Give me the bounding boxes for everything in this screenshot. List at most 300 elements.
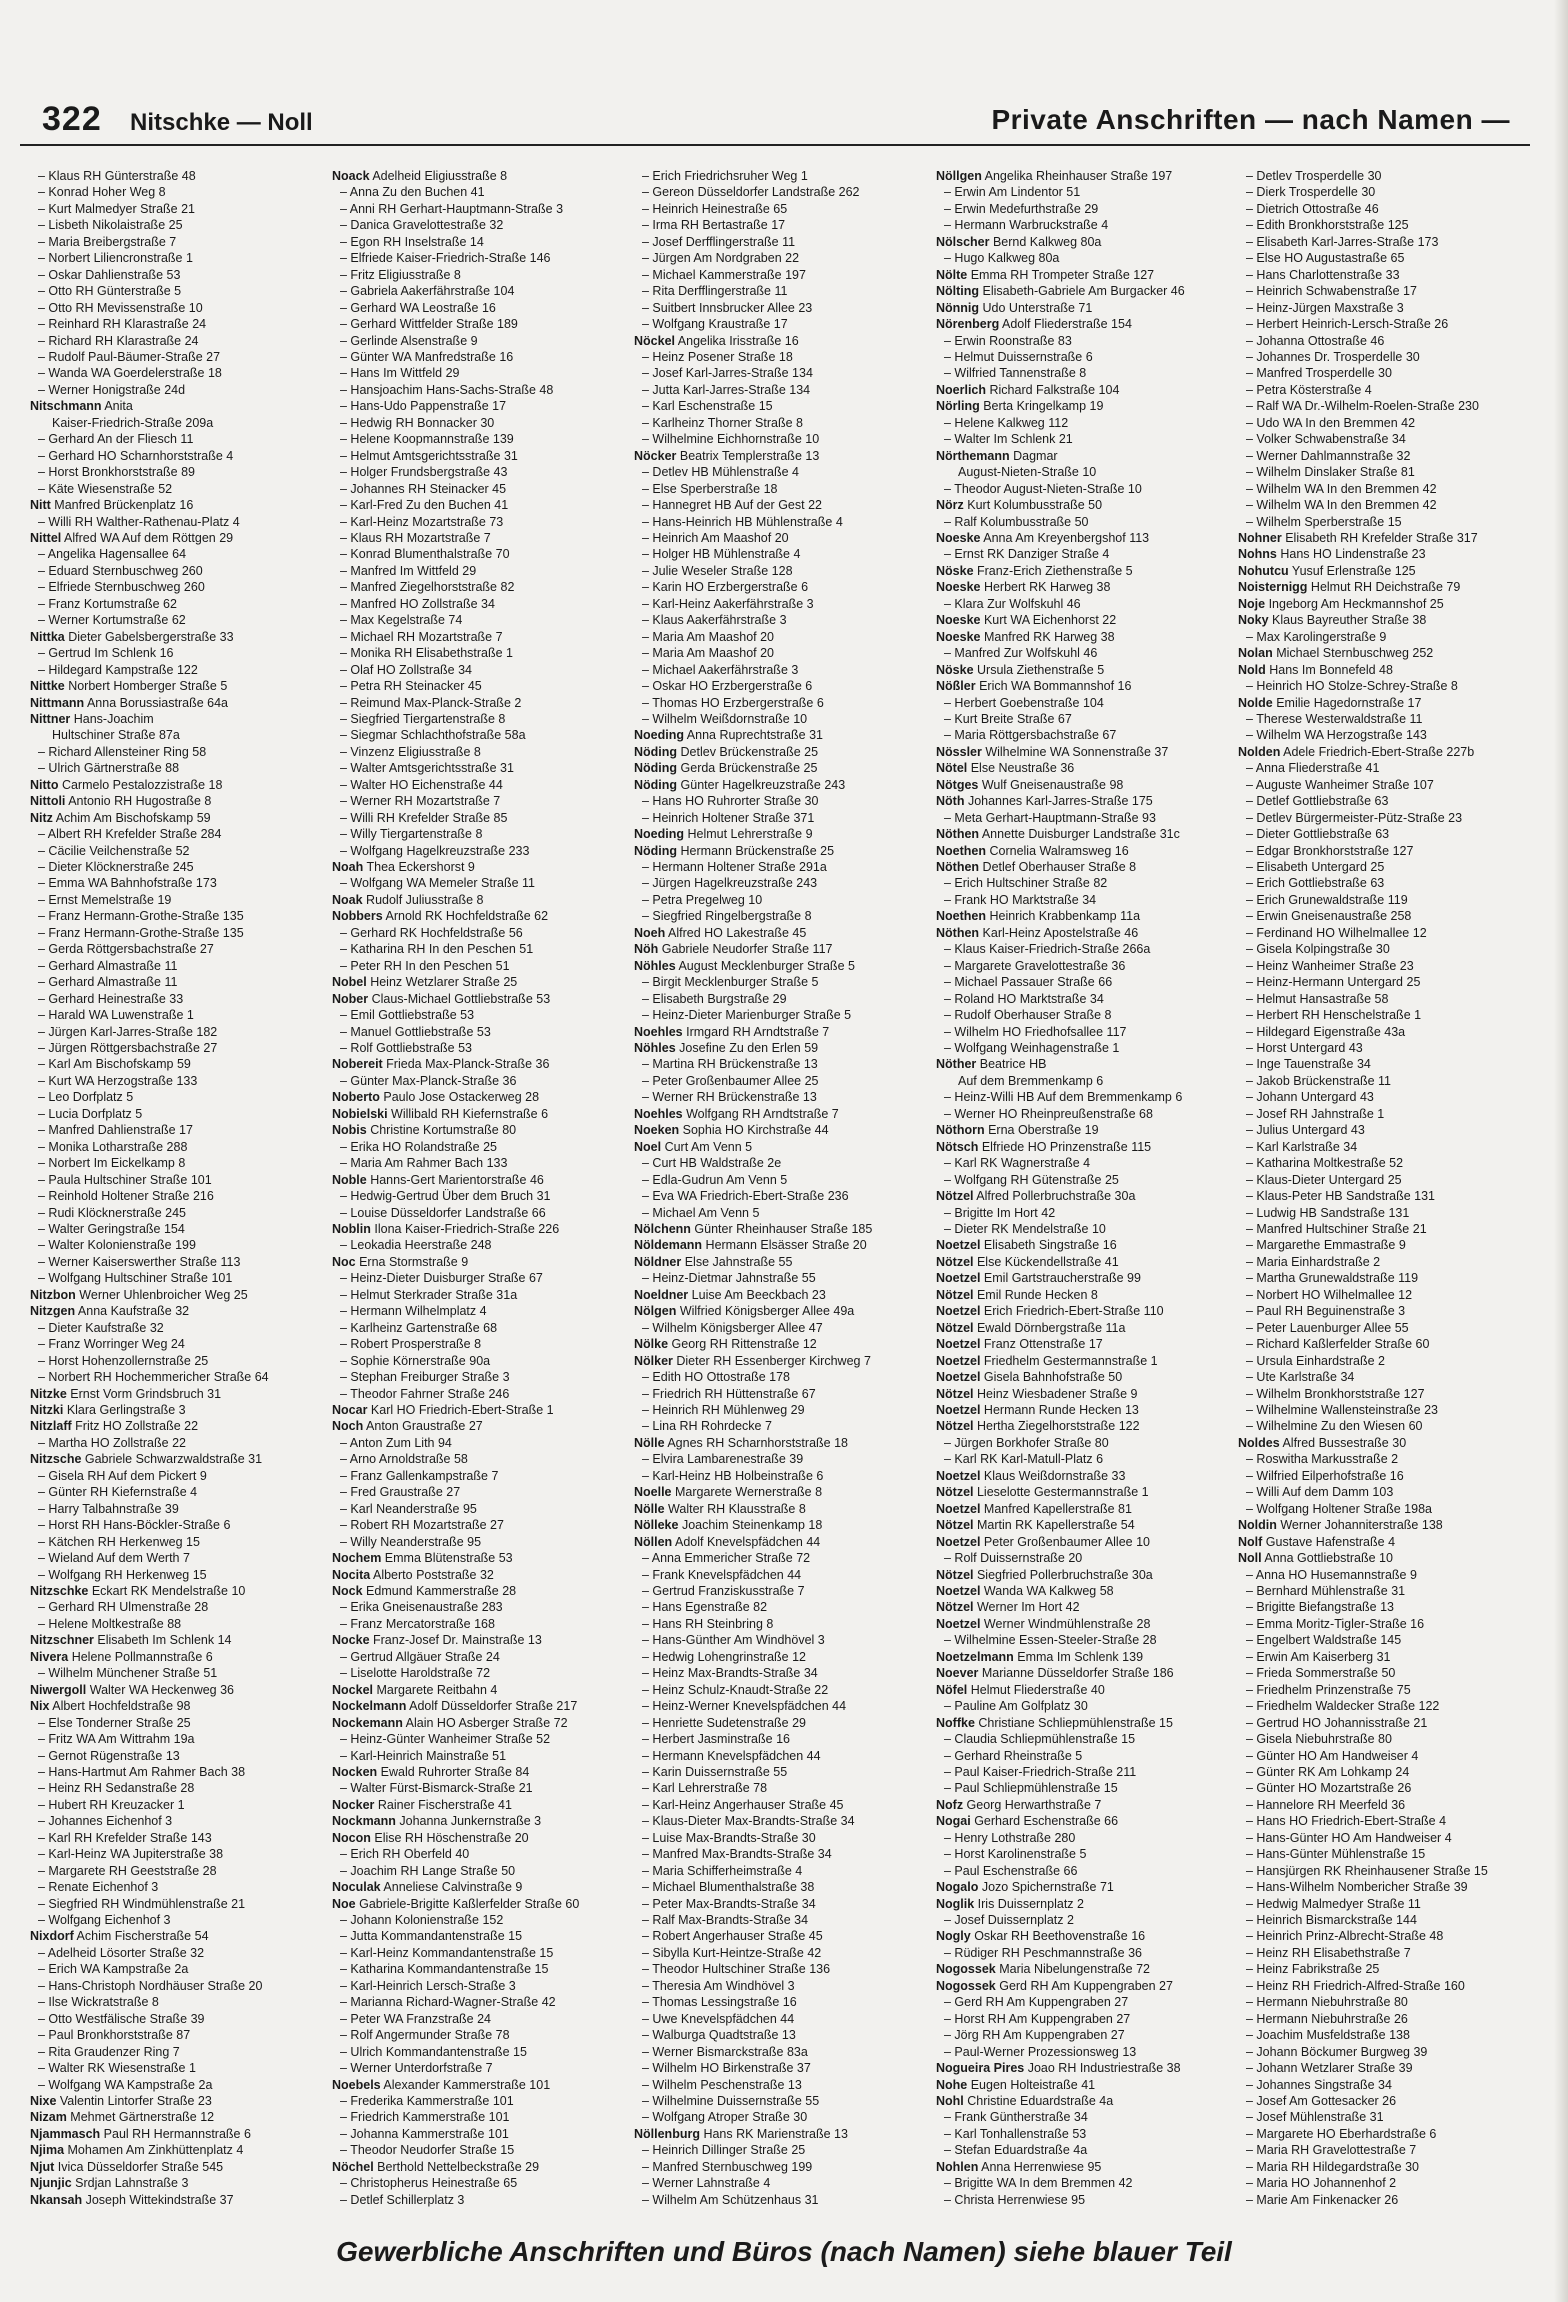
surname: Noglik: [936, 1896, 975, 1911]
entry-details: Richard Falkstraße 104: [986, 382, 1120, 397]
listing-entry: [1238, 596, 1538, 612]
listing-entry: [936, 1665, 1236, 1681]
entry-details: Erich WA Bommannshof 16: [975, 679, 1132, 694]
listing-entry: [332, 1698, 632, 1714]
listing-entry: – Karin Duissernstraße 55: [642, 1764, 788, 1779]
surname: Niwergoll: [30, 1682, 87, 1697]
listing-entry: – Theodor Hultschiner Straße 136: [642, 1962, 831, 1977]
listing-entry: – Inge Tauenstraße 34: [1246, 1057, 1371, 1072]
entry-details: Anneliese Calvinstraße 9: [380, 1880, 523, 1895]
listing-entry: – Norbert Liliencronstraße 1: [38, 251, 193, 266]
listing-entry: – Gabriela Aakerfährstraße 104: [340, 284, 515, 299]
surname: Noethen: [936, 843, 986, 858]
listing-entry: – Hermann Warbruckstraße 4: [944, 218, 1109, 233]
listing-entry: – Karl-Heinz WA Jupiterstraße 38: [38, 1847, 224, 1862]
surname: Noisternigg: [1238, 580, 1308, 595]
listing-entry: [936, 1237, 1236, 1253]
listing-entry: – Wieland Auf dem Werth 7: [38, 1551, 190, 1566]
entry-details: Antonio RH Hugostraße 8: [65, 794, 212, 809]
listing-entry: – Gisela Niebuhrstraße 80: [1246, 1732, 1392, 1747]
listing-entry: [936, 1287, 1236, 1303]
listing-entry: – Oskar HO Erzbergerstraße 6: [642, 679, 813, 694]
listing-entry: – Heinz Fabrikstraße 25: [1246, 1962, 1380, 1977]
listing-entry: – Kurt WA Herzogstraße 133: [38, 1073, 198, 1088]
surname: Nocken: [332, 1764, 378, 1779]
listing-entry: – Hans HO Friedrich-Ebert-Straße 4: [1246, 1814, 1447, 1829]
listing-entry: – Anton Zum Lith 94: [340, 1435, 452, 1450]
listing-entry: – Erwin Gneisenaustraße 258: [1246, 909, 1412, 924]
listing-entry: – Ralf Max-Brandts-Straße 34: [642, 1913, 809, 1928]
listing-entry: [30, 629, 330, 645]
listing-entry: – Michael Passauer Straße 66: [944, 975, 1113, 990]
listing-entry: – Volker Schwabenstraße 34: [1246, 432, 1406, 447]
listing-entry: – Siegmar Schlachthofstraße 58a: [340, 728, 526, 743]
entry-details: Frieda Max-Planck-Straße 36: [382, 1057, 550, 1072]
listing-entry: – Erika HO Rolandstraße 25: [340, 1139, 498, 1154]
listing-entry: [634, 1534, 934, 1550]
listing-entry: – Günter Max-Planck-Straße 36: [340, 1073, 517, 1088]
surname: Nitzschner: [30, 1633, 94, 1648]
listing-entry: – Wolfgang Holtener Straße 198a: [1246, 1501, 1432, 1516]
surname: Nöding: [634, 843, 678, 858]
listing-entry: – Ilse Wickratstraße 8: [38, 1995, 159, 2010]
entry-details: Kurt Kolumbusstraße 50: [963, 498, 1103, 513]
surname: Noky: [1238, 613, 1269, 628]
entry-details: Anna Gottliebstraße 10: [1261, 1551, 1393, 1566]
listing-entry: – Detlev Bürgermeister-Pütz-Straße 23: [1246, 810, 1463, 825]
page-number: 322: [42, 100, 102, 138]
listing-entry: – Katharina Moltkestraße 52: [1246, 1156, 1404, 1171]
surname: Noetzel: [936, 1304, 981, 1319]
listing-entry: – Manfred Zur Wolfskuhl 46: [944, 646, 1098, 661]
listing-entry: – Erwin Am Lindentor 51: [944, 185, 1081, 200]
surname: Nochem: [332, 1551, 382, 1566]
listing-entry: – Harry Talbahnstraße 39: [38, 1501, 179, 1516]
listing-entry: – Hannelore RH Meerfeld 36: [1246, 1797, 1406, 1812]
listing-entry: – Josef Mühlenstraße 31: [1246, 2110, 1384, 2125]
listing-entry: – Robert Prosperstraße 8: [340, 1337, 482, 1352]
listing-entry: – Frank Güntherstraße 34: [944, 2110, 1088, 2125]
listing-entry: – Max Karolingerstraße 9: [1246, 629, 1387, 644]
listing-entry: – Petra RH Steinacker 45: [340, 679, 482, 694]
surname: Nocon: [332, 1830, 371, 1845]
surname: Noblin: [332, 1222, 371, 1236]
listing-entry: [634, 826, 934, 842]
surname: Nötzel: [936, 1320, 974, 1335]
entry-details: Walter WA Heckenweg 36: [86, 1682, 235, 1697]
listing-entry: – Karlheinz Gartenstraße 68: [340, 1320, 498, 1335]
entry-details: Emma Blütenstraße 53: [381, 1551, 513, 1566]
listing-entry: – Theodor August-Nieten-Straße 10: [944, 481, 1142, 496]
surname: Nöding: [634, 777, 678, 792]
surname: Nitzlaff: [30, 1419, 72, 1434]
listing-entry: – Theodor Fahrner Straße 246: [340, 1386, 510, 1401]
listing-entry: [634, 1435, 934, 1451]
listing-entry: – Ferdinand HO Wilhelmallee 12: [1246, 925, 1427, 940]
listing-entry: – Gerhard RH Ulmenstraße 28: [38, 1600, 209, 1615]
listing-entry: – Horst Karolinenstraße 5: [944, 1847, 1087, 1862]
listing-entry: – Hannegret HB Auf der Gest 22: [642, 498, 822, 513]
listing-entry: – Elfriede Kaiser-Friedrich-Straße 146: [340, 251, 551, 266]
surname: Nockelmann: [332, 1699, 407, 1714]
listing-entry: – Michael Am Venn 5: [642, 1205, 760, 1220]
entry-details: Valentin Lintorfer Straße 23: [56, 2094, 212, 2109]
surname: Nohe: [936, 2077, 968, 2092]
surname: Nöthen: [936, 860, 980, 875]
listing-entry: – Heinrich Am Maashof 20: [642, 530, 789, 545]
listing-entry: [936, 1254, 1236, 1270]
entry-details: Manfred Brückenplatz 16: [50, 498, 194, 513]
listing-entry: – Josef Derfflingerstraße 11: [642, 234, 796, 249]
listing-entry: – Werner RH Brückenstraße 13: [642, 1090, 817, 1105]
entry-details: Hermann Brückenstraße 25: [677, 843, 835, 858]
listing-entry: – Walter Geringstraße 154: [38, 1222, 185, 1236]
surname: Nogueira Pires: [936, 2061, 1025, 2076]
listing-entry: [30, 1386, 330, 1402]
listing-entry: – Johann Wetzlarer Straße 39: [1246, 2061, 1413, 2076]
listing-entry: – Ernst Memelstraße 19: [38, 892, 172, 907]
listing-entry: – Christa Herrenwiese 95: [944, 2192, 1086, 2207]
listing-entry: [936, 234, 1236, 250]
listing-entry: [332, 1632, 632, 1648]
listing-entry: [30, 777, 330, 793]
listing-entry: [936, 1797, 1236, 1813]
surname: Nivera: [30, 1649, 69, 1664]
surname: Nörz: [936, 498, 964, 513]
listing-entry: – Kätchen RH Herkenweg 15: [38, 1534, 200, 1549]
listing-entry: – Petra Pregelweg 10: [642, 892, 763, 907]
listing-entry: – Reinhold Holtener Straße 216: [38, 1189, 214, 1204]
listing-entry: – Ernst RK Danziger Straße 4: [944, 547, 1110, 562]
surname: Nitzke: [30, 1386, 67, 1401]
listing-entry: – Rudolf Oberhauser Straße 8: [944, 1008, 1112, 1023]
listing-entry: – Frederika Kammerstraße 101: [340, 2094, 514, 2109]
listing-entry: – Heinz-Dieter Duisburger Straße 67: [340, 1271, 543, 1286]
listing-entry: – Reinhard RH Klarastraße 24: [38, 317, 207, 332]
listing-entry: – Wolfgang WA Kampstraße 2a: [38, 2077, 213, 2092]
listing-entry: – Werner Dahlmannstraße 32: [1246, 448, 1411, 463]
entry-details: Anita: [101, 399, 133, 414]
listing-entry: – Karl-Heinz Mozartstraße 73: [340, 514, 504, 529]
listing-entry: – Gertrud Im Schlenk 16: [38, 646, 174, 661]
page-header: [20, 96, 1530, 146]
entry-details: Christine Kortumstraße 80: [366, 1123, 517, 1138]
listing-entry: – Walter RK Wiesenstraße 1: [38, 2061, 196, 2076]
listing-entry: – Louise Düsseldorfer Landstraße 66: [340, 1205, 546, 1220]
listing-entry: – Wolfgang RH Herkenweg 15: [38, 1567, 207, 1582]
entry-details: Fritz HO Zollstraße 22: [71, 1419, 199, 1434]
listing-entry: [634, 925, 934, 941]
listing-entry: – Heinz-Günter Wanheimer Straße 52: [340, 1732, 551, 1747]
surname: Nolf: [1238, 1534, 1263, 1549]
entry-details: Peter Großenbaumer Allee 10: [980, 1534, 1150, 1549]
listing-entry: [30, 1303, 330, 1319]
entry-details: Heinrich Krabbenkamp 11a: [986, 909, 1141, 924]
entry-details: Achim Am Bischofskamp 59: [52, 810, 211, 825]
listing-entry: – Rita Derfflingerstraße 11: [642, 284, 788, 299]
listing-entry: [936, 859, 1236, 875]
listing-entry: – Roland HO Marktstraße 34: [944, 991, 1104, 1006]
listing-entry: – Gerhard Almastraße 11: [38, 958, 178, 973]
surname: Nötzel: [936, 1600, 974, 1615]
listing-entry: – Gerd RH Am Kuppengraben 27: [944, 1995, 1129, 2010]
entry-details: Emil Gartstraucherstraße 99: [980, 1271, 1141, 1286]
listing-entry: – Karl-Heinz HB Holbeinstraße 6: [642, 1468, 824, 1483]
listing-entry: – Maria Einhardstraße 2: [1246, 1254, 1381, 1269]
surname: Noch: [332, 1419, 364, 1434]
listing-entry: – Maria Am Rahmer Bach 133: [340, 1156, 508, 1171]
listing-entry: – Walburga Quadtstraße 13: [642, 2028, 796, 2043]
listing-entry: – Rudolf Paul-Bäumer-Straße 27: [38, 349, 221, 364]
listing-entry: [332, 1567, 632, 1583]
listing-entry: – Hans RH Steinbring 8: [642, 1616, 774, 1631]
listing-entry: [936, 283, 1236, 299]
listing-entry: – Cäcilie Veilchenstraße 52: [38, 843, 190, 858]
listing-entry: – Wilfried Eilperhofstraße 16: [1246, 1468, 1404, 1483]
entry-details: Helene Pollmannstraße 6: [68, 1649, 213, 1664]
listing-entry: – Claudia Schliepmühlenstraße 15: [944, 1732, 1136, 1747]
entry-details: Manfred Kapellerstraße 81: [980, 1501, 1132, 1516]
listing-entry: [332, 859, 632, 875]
listing-entry: [936, 168, 1236, 184]
listing-entry: [936, 382, 1236, 398]
surname: Nohns: [1238, 547, 1277, 562]
surname: Noebels: [332, 2077, 381, 2092]
listing-entry: – Edith Bronkhorststraße 125: [1246, 218, 1409, 233]
surname: Nogossek: [936, 1978, 996, 1993]
listing-entry: – Manuel Gottliebstraße 53: [340, 1024, 491, 1039]
listing-entry: – Peter Großenbaumer Allee 25: [642, 1073, 819, 1088]
listing-entry: – Christopherus Heinestraße 65: [340, 2176, 518, 2191]
listing-entry: – Heinz Wanheimer Straße 23: [1246, 958, 1414, 973]
listing-entry: – Gerlinde Alsenstraße 9: [340, 333, 478, 348]
listing-entry: – Ralf Kolumbusstraße 50: [944, 514, 1089, 529]
listing-entry: – Werner Unterdorfstraße 7: [340, 2061, 493, 2076]
entry-details: Alexander Kammerstraße 101: [380, 2077, 551, 2092]
surname: Nitschmann: [30, 399, 102, 414]
listing-entry: – Lina RH Rohrdecke 7: [642, 1419, 772, 1434]
listing-entry: – Werner RH Mozartstraße 7: [340, 794, 501, 809]
listing-entry: [634, 1336, 934, 1352]
listing-entry: – Frank HO Marktstraße 34: [944, 892, 1097, 907]
listing-entry: – Werner HO Rheinpreußenstraße 68: [944, 1106, 1153, 1121]
listing-entry: [30, 2093, 330, 2109]
listing-entry: – Jürgen Röttgersbachstraße 27: [38, 1041, 218, 1056]
listing-entry: – Therese Westerwaldstraße 11: [1246, 711, 1423, 726]
listing-entry: – Gerhard Wittfelder Straße 189: [340, 317, 518, 332]
surname: Nittoli: [30, 794, 66, 809]
listing-entry: – Wolfgang Hultschiner Straße 101: [38, 1271, 233, 1286]
listing-entry: – Karl Am Bischofskamp 59: [38, 1057, 191, 1072]
surname: Noculak: [332, 1880, 381, 1895]
listing-entry: [936, 1599, 1236, 1615]
listing-entry: – Dieter Klöcknerstraße 245: [38, 860, 194, 875]
listing-entry: [332, 168, 632, 184]
entry-details: Cornelia Walramsweg 16: [986, 843, 1129, 858]
surname: Nittka: [30, 629, 65, 644]
entry-details: Elisabeth-Gabriele Am Burgacker 46: [979, 284, 1185, 299]
listing-entry: [936, 1139, 1236, 1155]
listing-entry: – Günter RK Am Lohkamp 24: [1246, 1764, 1410, 1779]
listing-entry: [1238, 744, 1538, 760]
listing-entry: [936, 267, 1236, 283]
surname: Nöcker: [634, 448, 677, 463]
listing-entry: – Anna HO Husemannstraße 9: [1246, 1567, 1417, 1582]
entry-details: Marianne Düsseldorfer Straße 186: [978, 1666, 1174, 1681]
listing-entry: – Helmut Duissernstraße 6: [944, 349, 1093, 364]
listing-entry: – Friedrich RH Hüttenstraße 67: [642, 1386, 816, 1401]
listing-entry: – Heinrich Holtener Straße 371: [642, 810, 815, 825]
entry-details: Angelika Rheinhauser Straße 197: [981, 169, 1173, 183]
surname: Njut: [30, 2159, 55, 2174]
listing-entry: – Gerhard RK Hochfeldstraße 56: [340, 925, 523, 940]
surname: Nockemann: [332, 1715, 403, 1730]
surname: Nöske: [936, 563, 974, 578]
listing-entry: – Edith HO Ottostraße 178: [642, 1370, 790, 1385]
surname: Nittel: [30, 530, 62, 545]
listing-entry: – Siegfried Tiergartenstraße 8: [340, 711, 506, 726]
listing-entry: – Hans-Christoph Nordhäuser Straße 20: [38, 1978, 263, 1993]
listing-entry: – Gertrud Franziskusstraße 7: [642, 1583, 805, 1598]
listing-entry: – Frank Knevelspfädchen 44: [642, 1567, 802, 1582]
listing-entry: – Jutta Kommandantenstraße 15: [340, 1929, 523, 1944]
surname: Nogalo: [936, 1880, 979, 1895]
listing-entry: – Walter Fürst-Bismarck-Straße 21: [340, 1781, 533, 1796]
listing-entry: [936, 777, 1236, 793]
listing-entry: – Karl-Fred Zu den Buchen 41: [340, 498, 509, 513]
listing-entry: [936, 1879, 1236, 1895]
listing-entry: – Reimund Max-Planck-Straße 2: [340, 695, 522, 710]
listing-entry: [936, 629, 1236, 645]
surname: Nölchenn: [634, 1222, 691, 1236]
listing-entry: – Dietrich Ottostraße 46: [1246, 201, 1379, 216]
listing-entry: [936, 1270, 1236, 1286]
entry-details: Helmut RH Deichstraße 79: [1307, 580, 1461, 595]
listing-entry: [936, 1056, 1236, 1072]
surname: Njunjic: [30, 2176, 72, 2191]
listing-entry: – Hans-Udo Pappenstraße 17: [340, 399, 507, 414]
listing-entry: – Curt HB Waldstraße 2e: [642, 1156, 782, 1171]
entry-details: Dieter RH Essenberger Kirchweg 7: [672, 1353, 871, 1368]
entry-details: Agnes RH Scharnhorststraße 18: [664, 1435, 848, 1450]
listing-entry: – Hans-Günter Mühlenstraße 15: [1246, 1847, 1426, 1862]
name-range: Nitschke — Noll: [130, 109, 313, 136]
listing-entry: [936, 793, 1236, 809]
surname: Noeske: [936, 530, 981, 545]
listing-entry: – Günter HO Mozartstraße 26: [1246, 1781, 1412, 1796]
listing-entry: – Heinrich HO Stolze-Schrey-Straße 8: [1246, 679, 1458, 694]
entry-details: Alberto Poststraße 32: [370, 1567, 494, 1582]
entry-details: Joachim Steinenkamp 18: [678, 1518, 823, 1533]
listing-entry: – Thomas Lessingstraße 16: [642, 1995, 797, 2010]
entry-details: Hermann Runde Hecken 13: [980, 1402, 1139, 1417]
listing-entry: [936, 1468, 1236, 1484]
listing-entry: [332, 1254, 632, 1270]
listing-entry: [30, 1451, 330, 1467]
entry-details: Karl-Heinz Apostelstraße 46: [979, 925, 1139, 940]
listing-entry: [936, 1418, 1236, 1434]
listing-entry: – Dieter RK Mendelstraße 10: [944, 1222, 1106, 1236]
surname: Nöthen: [936, 925, 980, 940]
listing-entry: [30, 1583, 330, 1599]
listing-entry: – Lisbeth Nikolaistraße 25: [38, 218, 183, 233]
entry-details: Gisela Bahnhofstraße 50: [980, 1370, 1123, 1385]
surname: Nölker: [634, 1353, 673, 1368]
listing-entry: – Franz Hermann-Grothe-Straße 135: [38, 925, 244, 940]
listing-entry: – Maria Breibergstraße 7: [38, 234, 177, 249]
listing-entry: – Willi RH Walther-Rathenau-Platz 4: [38, 514, 240, 529]
surname: Noetzel: [936, 1370, 981, 1385]
entry-details: Elisabeth RH Krefelder Straße 317: [1281, 530, 1478, 545]
listing-entry: – Michael Kammerstraße 197: [642, 267, 806, 282]
surname: Nobbers: [332, 909, 383, 924]
listing-entry: – Klaus Aakerfährstraße 3: [642, 613, 787, 628]
entry-details: Siegfried Pollerbruchstraße 30a: [973, 1567, 1153, 1582]
listing-entry: – Ulrich Kommandantenstraße 15: [340, 2044, 527, 2059]
entry-details: Ingeborg Am Heckmannshof 25: [1265, 596, 1444, 611]
listing-entry: [30, 678, 330, 694]
entry-details: Adolf Knevelspfädchen 44: [672, 1534, 821, 1549]
listing-entry: [936, 1715, 1236, 1731]
entry-details: Klara Gerlingstraße 3: [63, 1402, 186, 1417]
listing-entry: [936, 1896, 1236, 1912]
listing-entry: [936, 1484, 1236, 1500]
listing-entry: – Hans-Hartmut Am Rahmer Bach 38: [38, 1764, 246, 1779]
listing-entry: [936, 1402, 1236, 1418]
entry-details: Lieselotte Gestermannstraße 1: [973, 1485, 1149, 1500]
listing-entry: [634, 1040, 934, 1056]
listing-entry: – Suitbert Innsbrucker Allee 23: [642, 300, 813, 315]
listing-entry: – Herbert Jasminstraße 16: [642, 1732, 790, 1747]
listing-entry: [30, 793, 330, 809]
listing-entry: – Hermann Wilhelmplatz 4: [340, 1304, 487, 1319]
entry-details: Franz Ottenstraße 17: [980, 1337, 1103, 1352]
column-4: [936, 168, 1236, 2218]
entry-details: Mehmet Gärtnerstraße 12: [66, 2110, 215, 2125]
entry-details: Beatrix Templerstraße 13: [676, 448, 820, 463]
listing-entry: – Wilhelm Dinslaker Straße 81: [1246, 465, 1415, 480]
listing-entry: [30, 2192, 330, 2208]
surname: Nizam: [30, 2110, 67, 2125]
entry-details: Angelika Irisstraße 16: [675, 333, 799, 348]
listing-entry: – Hans Im Wittfeld 29: [340, 366, 460, 381]
entry-details: Franz-Erich Ziethenstraße 5: [973, 563, 1133, 578]
listing-entry: – Anna Fliederstraße 41: [1246, 761, 1380, 776]
listing-entry: [634, 777, 934, 793]
listing-entry: [332, 1172, 632, 1188]
listing-entry: [936, 1517, 1236, 1533]
listing-entry: [936, 1649, 1236, 1665]
listing-entry: – Sibylla Kurt-Heintze-Straße 42: [642, 1945, 822, 1960]
surname: Nobereit: [332, 1057, 383, 1072]
listing-entry: – Otto RH Mevissenstraße 10: [38, 300, 203, 315]
listing-entry: – Peter WA Franzstraße 24: [340, 2011, 491, 2026]
entry-details: Dagmar: [1009, 448, 1058, 463]
surname: Nocar: [332, 1402, 368, 1417]
surname: Noeding: [634, 827, 684, 842]
listing-entry: – Holger Frundsbergstraße 43: [340, 465, 508, 480]
entry-details: Elisabeth Singstraße 16: [980, 1238, 1117, 1253]
footer-note: Gewerbliche Anschriften und Büros (nach Namen) siehe blauer Teil: [336, 2236, 1232, 2267]
listing-entry: – Günter HO Am Handweiser 4: [1246, 1748, 1419, 1763]
entry-details: Arnold RK Hochfeldstraße 62: [382, 909, 549, 924]
listing-entry: – Gertrud Allgäuer Straße 24: [340, 1649, 500, 1664]
surname: Nöther: [936, 1057, 977, 1072]
listing-entry: – Manfred Ziegelhorststraße 82: [340, 580, 515, 595]
listing-entry: [1238, 662, 1538, 678]
listing-entry: – Henriette Sudetenstraße 29: [642, 1715, 806, 1730]
listing-entry: – Peter Max-Brandts-Straße 34: [642, 1896, 816, 1911]
